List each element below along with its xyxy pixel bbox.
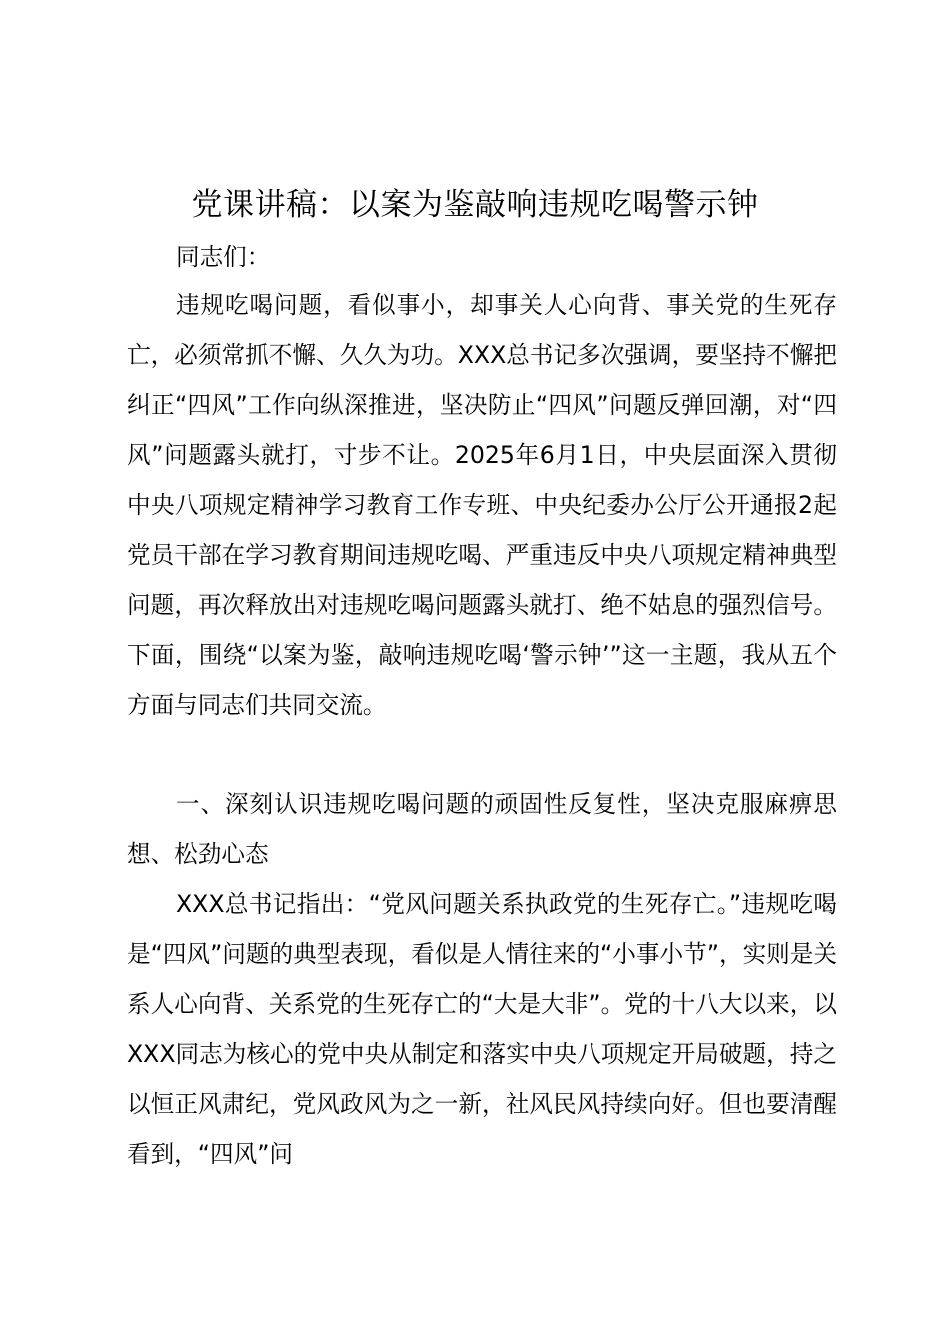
document-title: 党课讲稿：以案为鉴敲响违规吃喝警示钟 <box>191 187 759 223</box>
intro-paragraph: 违规吃喝问题，看似事小，却事关人心向背、事关党的生死存亡，必须常抓不懈、久久为功。XXX总书记多次强调，要坚持不懈把纠正“四风”工作向纵深推进，坚决防止“四风”问题反弹回潮，对“四风”问题露头就打，寸步不让。2025年6月1日，中央层面深入贯彻中央八项规定精神学习教育工作专班、中央纪委办公厅公开通报2起党员干部在学习教育期间违规吃喝、严重违反中央八项规定精神典型问题，再次释放出对违规吃喝问题露头就打、绝不姑息的强烈信号。下面，围绕“以案为鉴，敲响违规吃喝‘警示钟’”这一主题，我从五个方面与同志们共同交流。 <box>127 291 837 719</box>
greeting: 同志们： <box>176 243 271 271</box>
section-1-paragraph: XXX总书记指出：“党风问题关系执政党的生死存亡。”违规吃喝是“四风”问题的典型表现，看似是人情往来的“小事小节”，实则是关系人心向背、关系党的生死存亡的“大是大非”。党的十八大以来，以XXX同志为核心的党中央从制定和落实中央八项规定开局破题，持之以恒正风肃纪，党风政风为之一新，社风民风持续向好。但也要清醒看到，“四风”问 <box>127 890 837 1168</box>
section-heading-1: 一、深刻认识违规吃喝问题的顽固性反复性，坚决克服麻痹思想、松劲心态 <box>127 790 837 868</box>
